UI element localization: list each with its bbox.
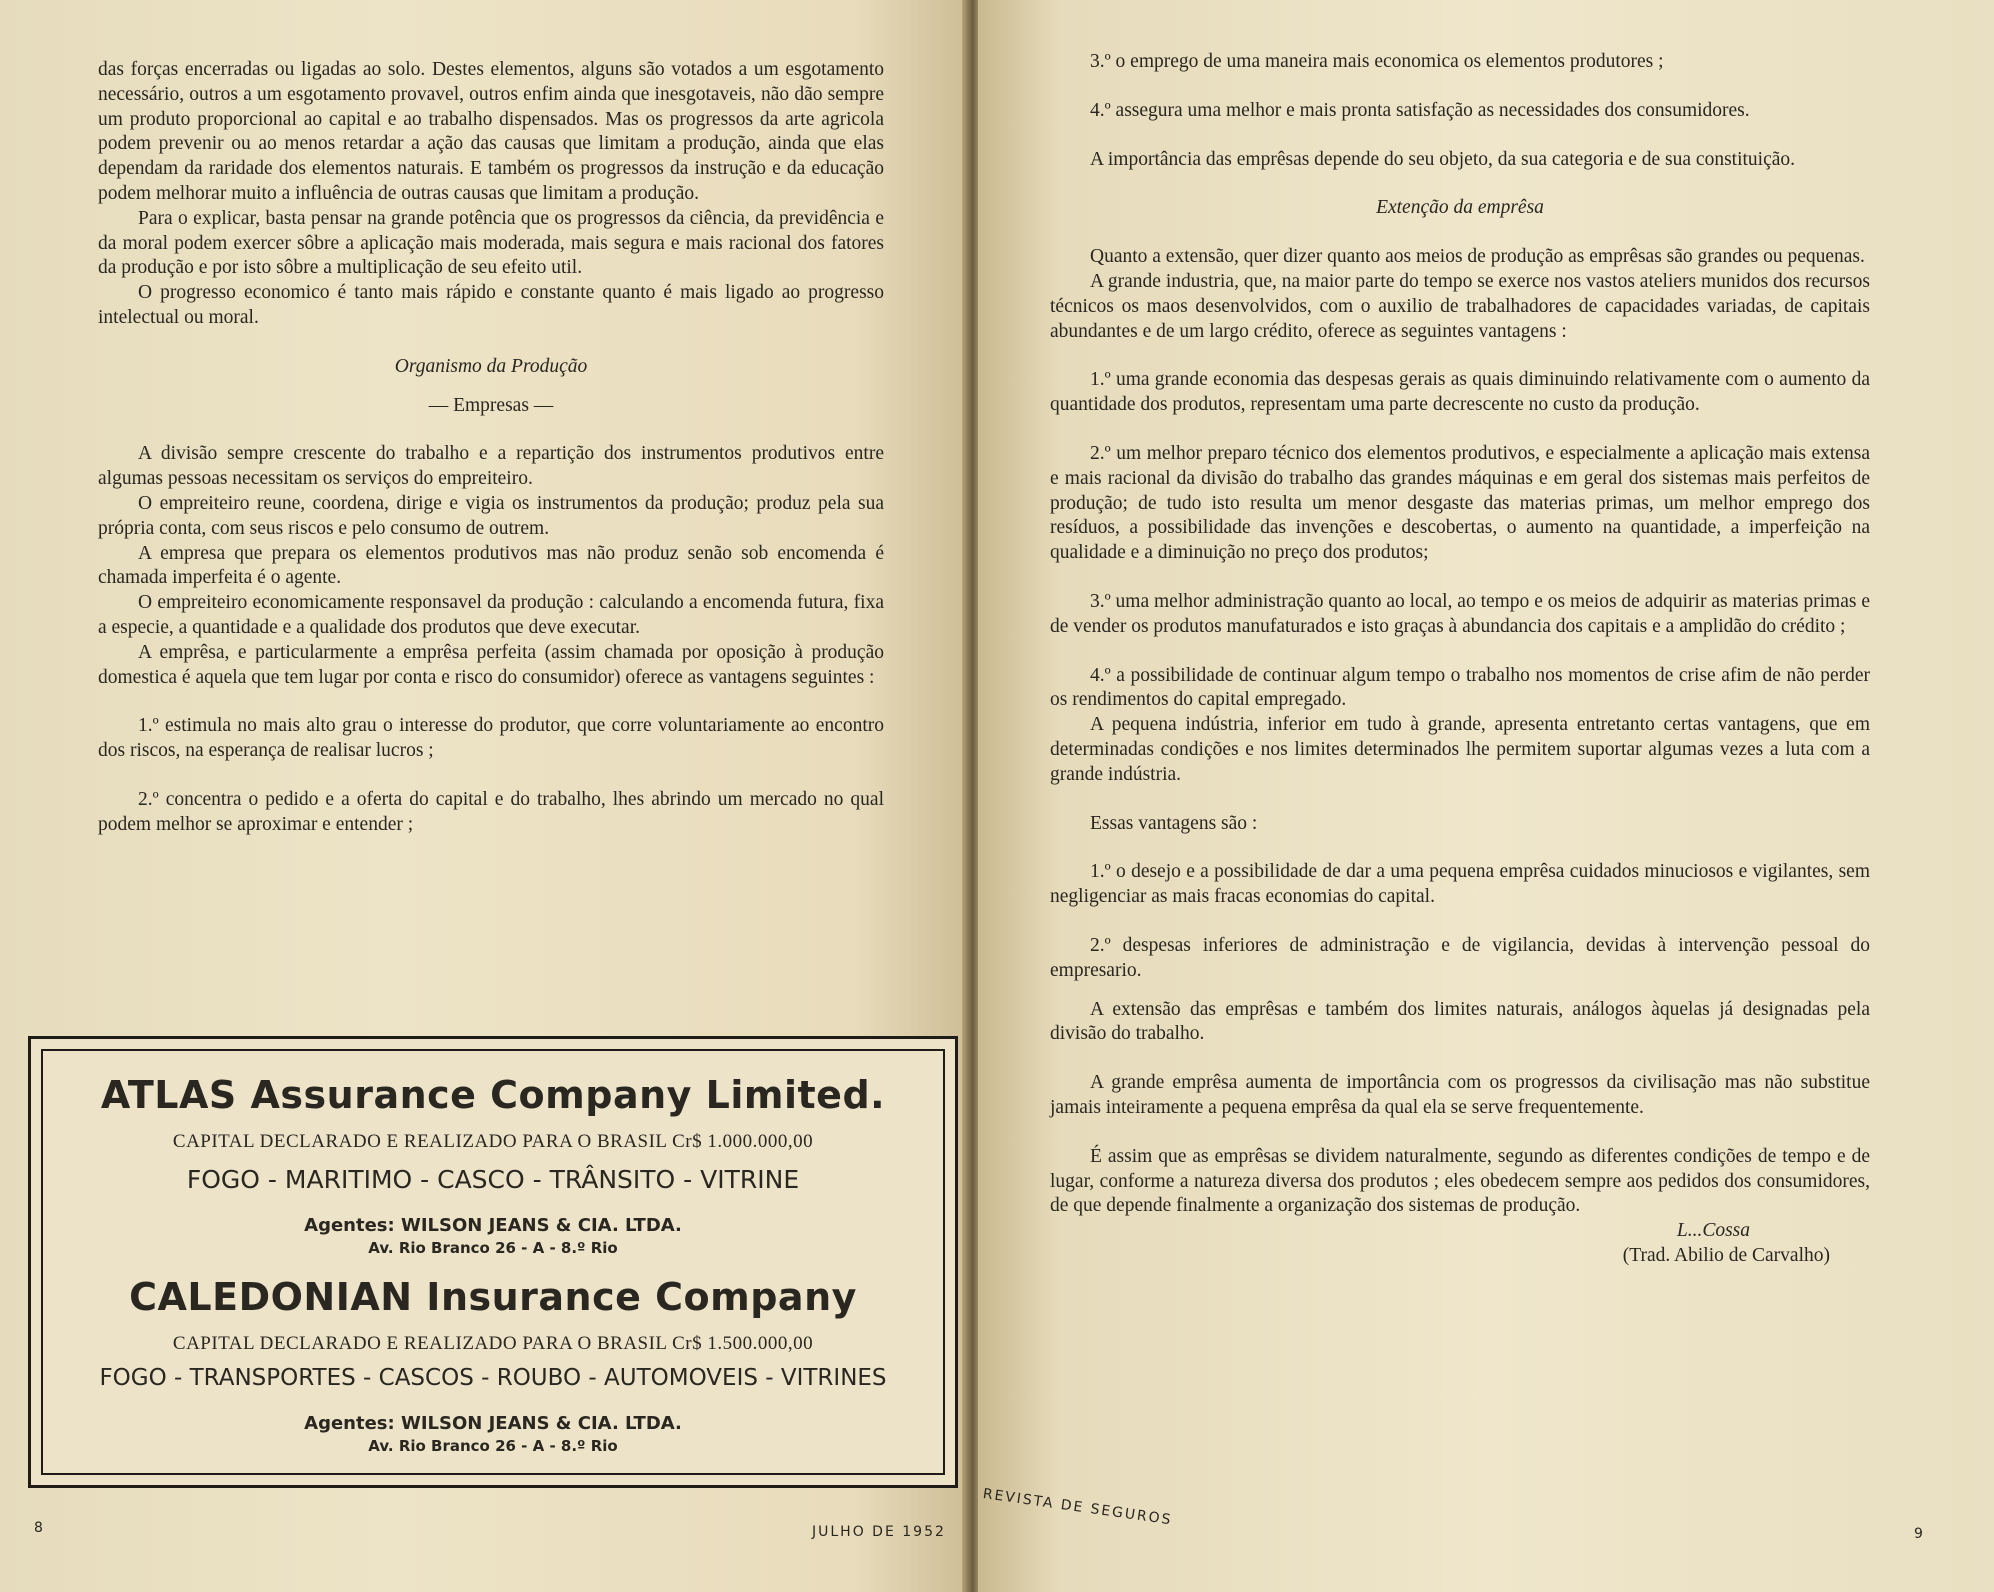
list-item: 1.º o desejo e a possibilidade de dar a uma pequena emprêsa cuidados minuciosos e vigilantes, sem negligenciar as mais fracas economias do capital. (1050, 861, 1870, 908)
ad-capital-caledonian: CAPITAL DECLARADO E REALIZADO PARA O BRASIL Cr$ 1.500.000,00 (172, 1333, 814, 1354)
issue-date: JULHO DE 1952 (812, 1524, 946, 1540)
paragraph: A grande emprêsa aumenta de importância com os progressos da civilisação mas não substitue jamais inteiramente a pequena emprêsa da qual ela se serve frequentemente. (1050, 1072, 1870, 1118)
paragraph: A divisão sempre crescente do trabalho e a repartição dos instrumentos produtivos entre algumas pessoas necessitam os serviços do empreiteiro. (98, 443, 884, 490)
ad-lines-atlas: FOGO - MARITIMO - CASCO - TRÂNSITO - VITRINE (186, 1165, 800, 1194)
paragraph: O empreiteiro economicamente responsavel da produção : calculando a encomenda futura, fixa a especie, a quantidade e a qualidade dos produtos que deve executar. (98, 592, 884, 638)
translator-credit: (Trad. Abilio de Carvalho) (1622, 1244, 1830, 1266)
ad-lines-caledonian: FOGO - TRANSPORTES - CASCOS - ROUBO - AUTOMOVEIS - VITRINES (99, 1365, 887, 1391)
paragraph: A importância das emprêsas depende do seu objeto, da sua categoria e de sua constituição. (1090, 148, 1796, 170)
list-item: 1.º estimula no mais alto grau o interesse do produtor, que corre voluntariamente ao encontro dos riscos, na esperança de realisar lucros ; (98, 715, 884, 762)
list-item: 4.º a possibilidade de continuar algum tempo o trabalho nos momentos de crise afim de não perder os rendimentos do capital empregado. (1050, 664, 1870, 711)
ad-address-atlas: Av. Rio Branco 26 - A - 8.º Rio (368, 1239, 618, 1257)
paragraph: A grande industria, que, na maior parte do tempo se exerce nos vastos ateliers munidos dos recursos técnicos os maos desenvolvidos, com o auxilio de trabalhadores de capacidades variadas, de capitais abundantes e de um largo crédito, oferece as seguintes vantagens : (1050, 270, 1870, 342)
ad-address-caledonian: Av. Rio Branco 26 - A - 8.º Rio (368, 1437, 618, 1455)
ad-company-atlas: ATLAS Assurance Company Limited. (100, 1073, 886, 1117)
paragraph: Quanto a extensão, quer dizer quanto aos meios de produção as emprêsas são grandes ou pequenas. (1090, 246, 1865, 268)
paragraph: O progresso economico é tanto mais rápido e constante quanto é mais ligado ao progresso intelectual ou moral. (98, 282, 884, 328)
left-page (0, 0, 970, 1592)
list-item: 3.º uma melhor administração quanto ao local, ao tempo e os meios de adquirir as materias primas e de vender os produtos manufaturados e isto graças à abundancia dos capitais e a amplidão do crédito ; (1050, 590, 1870, 637)
paragraph: O empreiteiro reune, coordena, dirige e vigia os instrumentos da produção; produz pela sua própria conta, com seus riscos e pelo consumo de outrem. (98, 492, 884, 539)
paragraph: Essas vantagens são : (1090, 812, 1258, 834)
page-number-left: 8 (34, 1520, 45, 1536)
paragraph: das forças encerradas ou ligadas ao solo. Destes elementos, alguns são votados a um esgotamento necessário, outros a um esgotamento provavel, outros enfim ainda que inesgotaveis, não dão sempre um produto proporcional ao capital e ao trabalho dispensados. Mas os progressos da arte agricola podem prevenir ou ao menos retardar a ação das causas que limitam a produção, ainda que elas dependam da raridade dos elementos naturais. E também os progressos da instrução e da educação podem melhorar muito a influência de outras causas que limitam a produção. (98, 59, 884, 204)
page-number-right: 9 (1914, 1526, 1925, 1542)
paragraph: É assim que as emprêsas se dividem naturalmente, segundo as diferentes condições de tempo e de lugar, conforme a natureza diversa dos produtos ; eles obedecem sempre aos pedidos dos consumidores, de que depende finalmente a organização dos sistemas de produção. (1050, 1145, 1870, 1217)
author-signature: L...Cossa (1676, 1220, 1750, 1242)
list-item: 2.º um melhor preparo técnico dos elementos produtivos, e especialmente a aplicação mais extensa e mais racional da divisão do trabalho das grandes máquinas e em geral dos sistemas mais perfeitos de produção; de tudo isto resulta um menor desgaste das materias primas, um melhor emprego dos resíduos, a possibilidade das invenções e descobertas, o aumento na quantidade, a imperfeição na qualidade e a diminuição no preço dos produtos; (1050, 442, 1870, 564)
list-item: 2.º concentra o pedido e a oferta do capital e do trabalho, lhes abrindo um mercado no qual podem melhor se aproximar e entender ; (98, 788, 884, 835)
right-text-column (1050, 50, 1870, 1269)
list-item: 4.º assegura uma melhor e mais pronta satisfação as necessidades dos consumidores. (1090, 99, 1750, 121)
list-item: 3.º o emprego de uma maneira mais economica os elementos produtores ; (1090, 51, 1664, 72)
paragraph: Para o explicar, basta pensar na grande potência que os progressos da ciência, da previdência e da moral podem exercer sôbre a aplicação mais moderada, mais segura e mais racional dos fatores da produção e por isto sôbre a multiplicação de seu efeito util. (98, 207, 884, 279)
section-title: Organismo da Produção (394, 355, 588, 377)
insurance-advertisement (28, 1036, 958, 1488)
section-subtitle: — Empresas — (428, 394, 554, 416)
list-item: 2.º despesas inferiores de administração e de vigilancia, devidas à intervenção pessoal do empresario. (1050, 934, 1870, 981)
paragraph: A empresa que prepara os elementos produtivos mas não produz senão sob encomenda é chamada imperfeita é o agente. (98, 542, 884, 589)
right-page (978, 0, 1994, 1592)
paragraph: A emprêsa, e particularmente a emprêsa perfeita (assim chamada por oposição à produção domestica é aquela que tem lugar por conta e risco do consumidor) oferece as vantagens seguintes : (98, 641, 884, 688)
ad-capital-atlas: CAPITAL DECLARADO E REALIZADO PARA O BRASIL Cr$ 1.000.000,00 (172, 1131, 814, 1152)
ad-agents-atlas: Agentes: WILSON JEANS & CIA. LTDA. (304, 1215, 682, 1236)
list-item: 1.º uma grande economia das despesas gerais as quais diminuindo relativamente com o aumento da quantidade dos produtos, representam uma parte decrescente no custo da produção. (1050, 369, 1870, 416)
left-text-column (98, 58, 884, 838)
ad-company-caledonian: CALEDONIAN Insurance Company (129, 1275, 857, 1319)
section-title: Extenção da emprêsa (1376, 197, 1544, 219)
paragraph: A extensão das emprêsas e também dos limites naturais, análogos àquelas já designadas pela divisão do trabalho. (1050, 998, 1870, 1045)
magazine-name: REVISTA DE SEGUROS (981, 1486, 1174, 1529)
paragraph: A pequena indústria, inferior em tudo à grande, apresenta entretanto certas vantagens, que em determinadas condições e nos limites determinados lhe permitem suportar algumas vezes a luta com a grande indústria. (1050, 714, 1870, 785)
ad-agents-caledonian: Agentes: WILSON JEANS & CIA. LTDA. (304, 1413, 682, 1434)
